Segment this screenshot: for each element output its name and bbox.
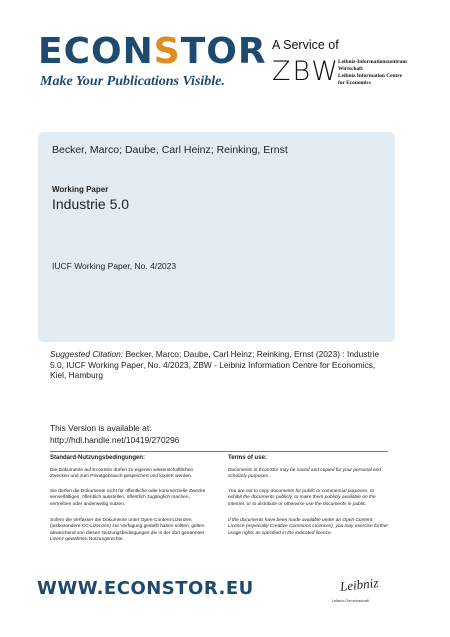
zbw-description (338, 59, 428, 87)
service-label: A Service of (272, 38, 339, 52)
terms-en-paragraph: Documents in EconStor may be saved and copied for your personal and scholarly purposes. (228, 468, 382, 480)
terms-en-heading: Terms of use: (228, 455, 267, 461)
citation-text: Becker, Marco; Daube, Carl Heinz; Reinking, Ernst (2023) : Industrie 5.0, IUCF Working Paper, No. 4/2023, ZBW - Leibniz Information Centre for Economics, Kiel, Hamburg (50, 349, 380, 380)
divider (50, 451, 388, 452)
availability-label: This Version is available at: (50, 423, 152, 433)
logo-accent: S (153, 31, 181, 72)
leibniz-logo: Leibniz (339, 575, 379, 594)
terms-de-paragraph: Sofern die Verfasser die Dokumente unter Open-Content-Lizenzen (insbesondere CC-Lizenzen) zur Verfügung gestellt haben sollten, gelten abweichend von diesen Nutzungsbedingungen die in der dort genannten Lizenz gewährten Nutzungsrechte. (50, 518, 205, 543)
record-card (38, 132, 395, 342)
handle-link[interactable]: http://hdl.handle.net/10419/270296 (50, 435, 180, 445)
zbw-line: Leibniz Information Centre (338, 73, 402, 80)
terms-en-paragraph: You are not to copy documents for public or commercial purposes, to exhibit the documents publicly, to make them publicly available on the internet, or to distribute or otherwise use the documents in public. (228, 489, 376, 507)
series-info: IUCF Working Paper, No. 4/2023 (52, 261, 177, 271)
logo-part: TOR (180, 31, 267, 72)
suggested-citation (50, 349, 390, 381)
logo-part: ECON (38, 31, 154, 72)
econstor-tagline: Make Your Publications Visible. (40, 74, 225, 89)
zbw-line: for Economics (338, 80, 371, 87)
zbw-line: Leibniz-Informationszentrum (338, 59, 407, 65)
citation-label: Suggested Citation: (50, 349, 124, 359)
document-type: Working Paper (52, 185, 109, 194)
terms-de-paragraph: Die Dokumente auf EconStor dürfen zu eigenen wissenschaftlichen Zwecken und zum Privatgebrauch gespeichert und kopiert werden. (50, 468, 194, 480)
terms-en-paragraph: If the documents have been made available under an Open Content Licence (especially Creative Commons Licences), you may exercise further usage rights as specified in the indicated licence. (228, 518, 388, 536)
terms-de-paragraph: Sie dürfen die Dokumente nicht für öffentliche oder kommerzielle Zwecke vervielfältigen, öffentlich ausstellen, öffentlich zugänglich machen, vertreiben oder anderweitig nutzen. (50, 489, 206, 507)
econstor-website[interactable]: WWW.ECONSTOR.EU (37, 578, 254, 599)
zbw-line: Wirtschaft (338, 66, 363, 73)
terms-de-heading: Standard-Nutzungsbedingungen: (50, 455, 145, 461)
zbw-logo: ZBW (272, 56, 340, 87)
authors: Becker, Marco; Daube, Carl Heinz; Reinking, Ernst (52, 144, 288, 156)
econstor-logo (38, 31, 267, 72)
document-title: Industrie 5.0 (52, 196, 130, 212)
leibniz-caption: Leibniz-Gemeinschaft (332, 599, 369, 603)
